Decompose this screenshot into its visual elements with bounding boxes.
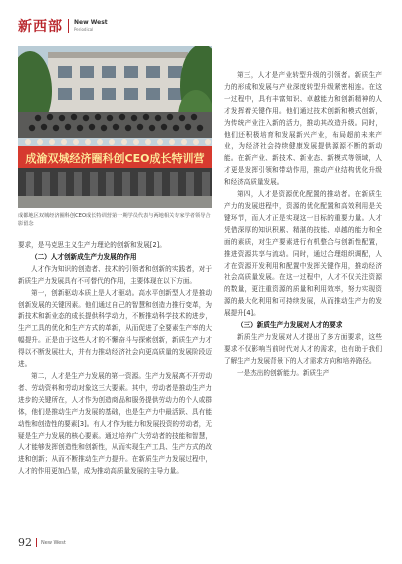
right-column-paragraph: 第四，人才是资源优化配置的推动者。在新质生产力的发展进程中，资源的优化配置和高效利用是关键环节，而人才正是实现这一目标的重要力量。人才凭借深厚的知识积累、精湛的技能、卓越的能力和全面的素质，对生产要素进行有机整合与创新性配置，推进资源共享与流动。同时，通过合理组织调配，人才在资源开发利用和配置中发挥关键作用，推动经济社会高质量发展。在这一过程中，人才不仅关注资源的数量，更注重资源的质量和利用效率，努力实现资源的最大化利用和可持续发展，从而推动生产力的发展提升[4]。 bbox=[224, 190, 382, 318]
left-column-paragraph: 人才作为知识的创造者、技术的引领者和创新的实践者，对于新质生产力发展具有不可替代的作用，主要体现在以下方面。 bbox=[18, 264, 212, 285]
page-number: 92 bbox=[18, 536, 32, 549]
right-column bbox=[224, 70, 382, 380]
right-column-paragraph: 新质生产力发展对人才提出了多方面要求，这些要求不仅影响当前时代对人才的需求，也有助于我们了解生产力发展背景下的人才需求方向和培养路径。 bbox=[224, 332, 382, 365]
masthead-english bbox=[74, 19, 108, 33]
right-column-heading: （三）新质生产力发展对人才的要求 bbox=[237, 321, 343, 330]
footer-divider bbox=[36, 538, 37, 547]
right-column-paragraph: 一是杰出的创新能力。新质生产 bbox=[237, 368, 330, 377]
masthead-brand: 新西部 bbox=[18, 19, 63, 35]
banner-text: 成渝双城经济圈科创CEO成长特训营 bbox=[25, 152, 205, 165]
page-footer bbox=[18, 536, 66, 549]
left-column-paragraph: 第一，创新驱动本质上是人才驱动。高水平创新型人才是推动创新发展的关键因素。他们通过自己的智慧和创造力推行变革，为新技术和新业态的成长提供科学动力，不断推动科学技术的进步，生产工具的优化和生产方式的革新，从而促进了全要素生产率的大幅提升。正是由于这些人才的不懈奋斗与探索创新，新质生产力才得以不断发展壮大，并有力推动经济社会向更高质量的发展阶段迈进。 bbox=[18, 288, 212, 369]
masthead bbox=[18, 16, 108, 36]
left-column-paragraph: 第二，人才是生产力发展的第一资源。生产力发展离不开劳动者、劳动资料和劳动对象这三大要素。其中，劳动者是推动生产力进步的关键所在，人才作为创造商品和服务提供劳动力的个人或群体，他们是推动生产力发展的基础，也是生产力中最活跃、具有能动性和创造性的要素[3]。有人才作为能力和发展投资的劳动者，无疑是生产力发展的核心要素。通过培养广大劳动者的技能和智慧，人才能够发挥创造性和创新性，从而实现生产工具、生产方式的改进和创新；从而不断推动生产力提升。在新质生产力发展过程中，人才的作用更加凸显，成为推动高质量发展的主导力量。 bbox=[18, 371, 212, 476]
right-column-paragraph: 第三，人才是产业转型升级的引领者。新质生产力的形成和发展与产业深度转型升级紧密相连。在这一过程中，具有丰富知识、卓越能力和创新精神的人才发挥着关键作用。他们通过技术创新和模式创新，为传统产业注入新的活力，推动其改造升级。同时，他们还积极培育和发展新兴产业，布局超前未来产业，为经济社会持续健康发展提供源源不断的新动能。在新产业、新技术、新业态、新模式等领域，人才更是发挥引领和带动作用，推动产业结构优化升级和经济高质量发展。 bbox=[224, 71, 382, 187]
photo-caption: 成都地区双城经济圈科创CEO成长特训营第一期学员代表与两地相关专家学者领导合影留念 bbox=[18, 213, 211, 227]
footer-magazine-name: New West bbox=[41, 539, 66, 546]
left-column-paragraph: 要求，是马克思主义生产力理论的创新和发展[2]。 bbox=[18, 241, 166, 249]
masthead-english-sub: Periodical bbox=[74, 27, 94, 32]
masthead-english-title: New West bbox=[74, 19, 108, 26]
group-photo bbox=[18, 46, 212, 208]
left-column bbox=[18, 240, 212, 478]
masthead-divider bbox=[68, 19, 69, 33]
left-column-heading: （二）人才创新成生产力发展的作用 bbox=[31, 252, 137, 261]
